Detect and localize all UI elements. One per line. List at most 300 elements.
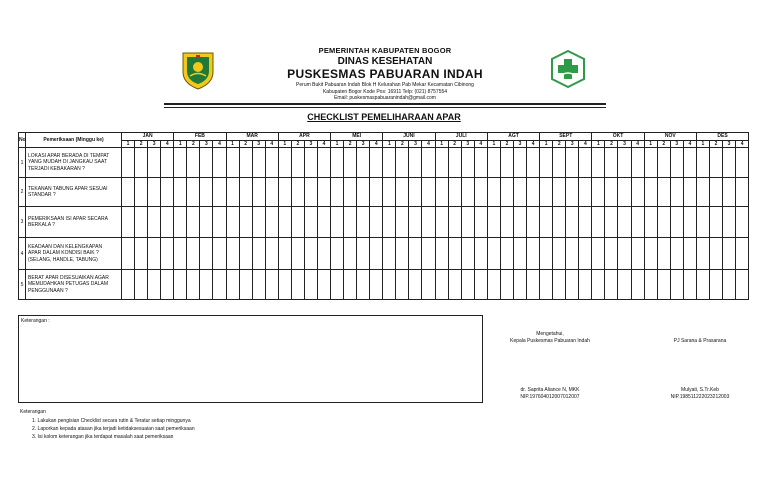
check-cell[interactable] [487, 270, 500, 300]
week-header: 2 [709, 140, 722, 148]
check-cell[interactable] [357, 178, 370, 207]
checklist-row [19, 207, 749, 238]
check-cell[interactable] [592, 148, 605, 178]
sig-left-name: dr. Saprita Aliance N, MKK [520, 387, 580, 393]
check-cell[interactable] [553, 207, 566, 238]
check-cell[interactable] [422, 207, 435, 238]
check-cell[interactable] [709, 207, 722, 238]
check-cell[interactable] [331, 148, 344, 178]
check-cell[interactable] [605, 148, 618, 178]
notes-box[interactable] [18, 315, 483, 403]
check-cell[interactable] [304, 207, 317, 238]
check-cell[interactable] [670, 238, 683, 270]
check-cell[interactable] [265, 148, 278, 178]
check-cell[interactable] [422, 270, 435, 300]
check-cell[interactable] [592, 207, 605, 238]
checklist-row [19, 238, 749, 270]
check-cell[interactable] [474, 207, 487, 238]
week-header: 4 [161, 140, 174, 148]
check-cell[interactable] [370, 207, 383, 238]
check-cell[interactable] [709, 270, 722, 300]
check-cell[interactable] [618, 270, 631, 300]
week-header: 2 [448, 140, 461, 148]
check-cell[interactable] [213, 178, 226, 207]
check-cell[interactable] [200, 148, 213, 178]
check-cell[interactable] [278, 148, 291, 178]
check-cell[interactable] [435, 148, 448, 178]
check-cell[interactable] [474, 238, 487, 270]
check-cell[interactable] [187, 270, 200, 300]
check-cell[interactable] [500, 178, 513, 207]
check-cell[interactable] [696, 270, 709, 300]
check-cell[interactable] [657, 178, 670, 207]
check-cell[interactable] [618, 207, 631, 238]
week-header: 2 [500, 140, 513, 148]
check-cell[interactable] [252, 148, 265, 178]
check-cell[interactable] [448, 178, 461, 207]
week-header: 4 [631, 140, 644, 148]
check-cell[interactable] [723, 207, 736, 238]
footer-item-1: 1. Lakukan pengisian Checklist secara rutin & Teratur setiap minggunya [32, 418, 191, 424]
check-cell[interactable] [540, 238, 553, 270]
check-cell[interactable] [148, 207, 161, 238]
check-cell[interactable] [723, 148, 736, 178]
check-cell[interactable] [370, 238, 383, 270]
check-cell[interactable] [278, 270, 291, 300]
check-cell[interactable] [513, 207, 526, 238]
check-cell[interactable] [148, 238, 161, 270]
check-cell[interactable] [226, 270, 239, 300]
week-header: 3 [618, 140, 631, 148]
check-cell[interactable] [396, 207, 409, 238]
check-cell[interactable] [618, 148, 631, 178]
check-cell[interactable] [566, 270, 579, 300]
check-cell[interactable] [304, 148, 317, 178]
check-cell[interactable] [226, 238, 239, 270]
check-cell[interactable] [657, 148, 670, 178]
row-item-line: MEMUDAHKAN PETUGAS DALAM [28, 281, 109, 288]
week-header: 2 [553, 140, 566, 148]
check-cell[interactable] [527, 148, 540, 178]
check-cell[interactable] [278, 238, 291, 270]
check-cell[interactable] [331, 238, 344, 270]
check-cell[interactable] [683, 238, 696, 270]
week-header: 3 [304, 140, 317, 148]
check-cell[interactable] [291, 148, 304, 178]
header-address1: Perum Bukit Pabuaran Indah Blok H Kelurahan Pab Mekar Kecamatan Cibinong [296, 82, 474, 88]
check-cell[interactable] [409, 148, 422, 178]
check-cell[interactable] [553, 238, 566, 270]
check-cell[interactable] [344, 178, 357, 207]
check-cell[interactable] [409, 178, 422, 207]
check-cell[interactable] [631, 238, 644, 270]
check-cell[interactable] [723, 178, 736, 207]
check-cell[interactable] [317, 207, 330, 238]
check-cell[interactable] [409, 207, 422, 238]
week-header: 4 [527, 140, 540, 148]
check-cell[interactable] [644, 270, 657, 300]
check-cell[interactable] [696, 207, 709, 238]
check-cell[interactable] [265, 207, 278, 238]
check-cell[interactable] [122, 270, 135, 300]
check-cell[interactable] [239, 207, 252, 238]
check-cell[interactable] [644, 207, 657, 238]
check-cell[interactable] [723, 270, 736, 300]
check-cell[interactable] [513, 148, 526, 178]
check-cell[interactable] [644, 238, 657, 270]
check-cell[interactable] [696, 148, 709, 178]
check-cell[interactable] [291, 270, 304, 300]
check-cell[interactable] [317, 270, 330, 300]
check-cell[interactable] [592, 270, 605, 300]
header-line2: DINAS KESEHATAN [337, 56, 433, 67]
check-cell[interactable] [513, 270, 526, 300]
week-header: 3 [148, 140, 161, 148]
week-header: 2 [396, 140, 409, 148]
check-cell[interactable] [422, 148, 435, 178]
check-cell[interactable] [226, 207, 239, 238]
week-header: 2 [291, 140, 304, 148]
week-header: 3 [252, 140, 265, 148]
check-cell[interactable] [331, 270, 344, 300]
check-cell[interactable] [122, 178, 135, 207]
check-cell[interactable] [683, 207, 696, 238]
check-cell[interactable] [566, 207, 579, 238]
check-cell[interactable] [370, 148, 383, 178]
check-cell[interactable] [513, 238, 526, 270]
notes-label: Keterangan : [21, 318, 50, 324]
check-cell[interactable] [605, 207, 618, 238]
check-cell[interactable] [500, 207, 513, 238]
row-item-text [26, 238, 122, 270]
check-cell[interactable] [252, 207, 265, 238]
check-cell[interactable] [448, 238, 461, 270]
check-cell[interactable] [723, 238, 736, 270]
week-header: 2 [135, 140, 148, 148]
row-item-line: TERJADI KEBAKARAN ? [28, 165, 85, 172]
row-number: 1 [19, 148, 26, 178]
check-cell[interactable] [135, 207, 148, 238]
check-cell[interactable] [553, 270, 566, 300]
check-cell[interactable] [618, 178, 631, 207]
check-cell[interactable] [435, 178, 448, 207]
check-cell[interactable] [461, 148, 474, 178]
check-cell[interactable] [736, 270, 749, 300]
row-item-text [26, 270, 122, 300]
check-cell[interactable] [317, 148, 330, 178]
check-cell[interactable] [696, 178, 709, 207]
check-cell[interactable] [487, 238, 500, 270]
check-cell[interactable] [344, 238, 357, 270]
check-cell[interactable] [317, 178, 330, 207]
month-header: JUNI [383, 133, 435, 141]
row-item-line: APAR DALAM KONDISI BAIK ? [28, 250, 99, 257]
row-item-text [26, 207, 122, 238]
check-cell[interactable] [422, 238, 435, 270]
check-cell[interactable] [487, 148, 500, 178]
check-cell[interactable] [265, 238, 278, 270]
check-cell[interactable] [670, 148, 683, 178]
check-cell[interactable] [396, 270, 409, 300]
checklist-row [19, 148, 749, 178]
check-cell[interactable] [174, 178, 187, 207]
check-cell[interactable] [513, 178, 526, 207]
check-cell[interactable] [461, 207, 474, 238]
check-cell[interactable] [239, 178, 252, 207]
check-cell[interactable] [122, 148, 135, 178]
check-cell[interactable] [500, 148, 513, 178]
check-cell[interactable] [605, 270, 618, 300]
check-cell[interactable] [200, 207, 213, 238]
check-cell[interactable] [291, 238, 304, 270]
check-cell[interactable] [239, 238, 252, 270]
check-cell[interactable] [148, 148, 161, 178]
row-item-line: LOKASI APAR BERADA DI TEMPAT [28, 152, 110, 159]
check-cell[interactable] [435, 270, 448, 300]
check-cell[interactable] [187, 207, 200, 238]
check-cell[interactable] [461, 270, 474, 300]
row-item-line: TEKANAN TABUNG APAR SESUAI [28, 185, 108, 192]
header-address [240, 82, 530, 102]
check-cell[interactable] [500, 270, 513, 300]
check-cell[interactable] [605, 238, 618, 270]
check-cell[interactable] [135, 178, 148, 207]
check-cell[interactable] [278, 178, 291, 207]
check-cell[interactable] [213, 270, 226, 300]
check-cell[interactable] [592, 238, 605, 270]
header-line3: PUSKESMAS PABUARAN INDAH [287, 67, 483, 81]
check-cell[interactable] [683, 270, 696, 300]
check-cell[interactable] [736, 207, 749, 238]
check-cell[interactable] [527, 238, 540, 270]
check-cell[interactable] [148, 178, 161, 207]
check-cell[interactable] [631, 207, 644, 238]
check-cell[interactable] [278, 207, 291, 238]
check-cell[interactable] [579, 207, 592, 238]
check-cell[interactable] [357, 207, 370, 238]
check-cell[interactable] [291, 207, 304, 238]
check-cell[interactable] [579, 270, 592, 300]
check-cell[interactable] [239, 148, 252, 178]
check-cell[interactable] [213, 148, 226, 178]
check-cell[interactable] [631, 178, 644, 207]
check-cell[interactable] [461, 178, 474, 207]
check-cell[interactable] [304, 270, 317, 300]
row-item-line: YANG MUDAH DI JANGKAU SAAT [28, 159, 107, 166]
check-cell[interactable] [461, 238, 474, 270]
check-cell[interactable] [487, 207, 500, 238]
check-cell[interactable] [422, 178, 435, 207]
header-address2: Kabupaten Bogor Kode Pos: 16911 Telp: (021) 8757554 [322, 88, 448, 95]
check-cell[interactable] [540, 207, 553, 238]
check-cell[interactable] [644, 148, 657, 178]
week-header: 2 [605, 140, 618, 148]
header-rule-thick [164, 103, 606, 105]
check-cell[interactable] [566, 238, 579, 270]
check-cell[interactable] [736, 238, 749, 270]
check-cell[interactable] [396, 238, 409, 270]
month-header: MEI [331, 133, 383, 141]
kabupaten-bogor-emblem [180, 50, 216, 90]
document-title: CHECKLIST PEMELIHARAAN APAR [307, 112, 461, 122]
check-cell[interactable] [566, 178, 579, 207]
check-cell[interactable] [317, 238, 330, 270]
week-header: 2 [657, 140, 670, 148]
check-cell[interactable] [736, 178, 749, 207]
check-cell[interactable] [252, 270, 265, 300]
check-cell[interactable] [239, 270, 252, 300]
check-cell[interactable] [213, 207, 226, 238]
check-cell[interactable] [187, 148, 200, 178]
sig-right-nip: NIP.198511222023212003 [670, 394, 730, 400]
check-cell[interactable] [187, 238, 200, 270]
check-cell[interactable] [226, 178, 239, 207]
check-cell[interactable] [344, 148, 357, 178]
check-cell[interactable] [304, 238, 317, 270]
check-cell[interactable] [657, 207, 670, 238]
check-cell[interactable] [579, 238, 592, 270]
check-cell[interactable] [540, 270, 553, 300]
check-cell[interactable] [383, 270, 396, 300]
check-cell[interactable] [448, 207, 461, 238]
check-cell[interactable] [435, 238, 448, 270]
check-cell[interactable] [252, 178, 265, 207]
sig-left-line2: Kepala Puskesmas Pabuaran Indah [510, 338, 590, 344]
week-header: 4 [370, 140, 383, 148]
check-cell[interactable] [357, 148, 370, 178]
check-cell[interactable] [631, 270, 644, 300]
check-cell[interactable] [174, 148, 187, 178]
check-cell[interactable] [396, 178, 409, 207]
check-cell[interactable] [370, 270, 383, 300]
month-header: OKT [592, 133, 644, 141]
check-cell[interactable] [161, 178, 174, 207]
check-cell[interactable] [383, 148, 396, 178]
check-cell[interactable] [670, 270, 683, 300]
check-cell[interactable] [331, 207, 344, 238]
check-cell[interactable] [122, 207, 135, 238]
sig-left-nip: NIP.197604012007012007 [520, 394, 580, 400]
check-cell[interactable] [135, 270, 148, 300]
check-cell[interactable] [213, 238, 226, 270]
check-cell[interactable] [357, 270, 370, 300]
check-cell[interactable] [265, 178, 278, 207]
check-cell[interactable] [383, 178, 396, 207]
check-cell[interactable] [174, 238, 187, 270]
check-cell[interactable] [357, 238, 370, 270]
check-cell[interactable] [527, 207, 540, 238]
check-cell[interactable] [566, 148, 579, 178]
week-header: 1 [696, 140, 709, 148]
check-cell[interactable] [187, 178, 200, 207]
check-cell[interactable] [527, 178, 540, 207]
check-cell[interactable] [200, 270, 213, 300]
check-cell[interactable] [161, 148, 174, 178]
check-cell[interactable] [291, 178, 304, 207]
check-cell[interactable] [435, 207, 448, 238]
check-cell[interactable] [487, 178, 500, 207]
check-cell[interactable] [474, 148, 487, 178]
check-cell[interactable] [174, 270, 187, 300]
check-cell[interactable] [252, 238, 265, 270]
check-cell[interactable] [605, 178, 618, 207]
check-cell[interactable] [553, 148, 566, 178]
check-cell[interactable] [161, 238, 174, 270]
check-cell[interactable] [644, 178, 657, 207]
check-cell[interactable] [709, 148, 722, 178]
check-cell[interactable] [174, 207, 187, 238]
check-cell[interactable] [383, 238, 396, 270]
footer-heading: Keterangan [20, 409, 46, 415]
check-cell[interactable] [161, 270, 174, 300]
check-cell[interactable] [618, 238, 631, 270]
check-cell[interactable] [683, 148, 696, 178]
check-cell[interactable] [409, 238, 422, 270]
check-cell[interactable] [161, 207, 174, 238]
week-header: 4 [579, 140, 592, 148]
check-cell[interactable] [736, 148, 749, 178]
check-cell[interactable] [265, 270, 278, 300]
check-cell[interactable] [200, 238, 213, 270]
check-cell[interactable] [670, 207, 683, 238]
check-cell[interactable] [135, 238, 148, 270]
check-cell[interactable] [396, 148, 409, 178]
col-item-header: Pemeriksaan (Minggu ke) [26, 133, 122, 148]
check-cell[interactable] [670, 178, 683, 207]
check-cell[interactable] [200, 178, 213, 207]
check-cell[interactable] [579, 178, 592, 207]
check-cell[interactable] [709, 178, 722, 207]
checklist-row [19, 178, 749, 207]
check-cell[interactable] [304, 178, 317, 207]
check-cell[interactable] [226, 148, 239, 178]
check-cell[interactable] [148, 270, 161, 300]
check-cell[interactable] [331, 178, 344, 207]
check-cell[interactable] [579, 148, 592, 178]
check-cell[interactable] [592, 178, 605, 207]
check-cell[interactable] [448, 270, 461, 300]
check-cell[interactable] [527, 270, 540, 300]
row-item-line: BERKALA ? [28, 222, 55, 228]
check-cell[interactable] [657, 270, 670, 300]
check-cell[interactable] [683, 178, 696, 207]
check-cell[interactable] [474, 178, 487, 207]
check-cell[interactable] [370, 178, 383, 207]
check-cell[interactable] [540, 148, 553, 178]
check-cell[interactable] [500, 238, 513, 270]
week-header: 1 [540, 140, 553, 148]
check-cell[interactable] [409, 270, 422, 300]
check-cell[interactable] [540, 178, 553, 207]
month-header: SEPT [540, 133, 592, 141]
check-cell[interactable] [474, 270, 487, 300]
check-cell[interactable] [709, 238, 722, 270]
check-cell[interactable] [657, 238, 670, 270]
check-cell[interactable] [135, 148, 148, 178]
check-cell[interactable] [696, 238, 709, 270]
check-cell[interactable] [344, 270, 357, 300]
check-cell[interactable] [383, 207, 396, 238]
row-item-text [26, 148, 122, 178]
check-cell[interactable] [344, 207, 357, 238]
check-cell[interactable] [553, 178, 566, 207]
check-cell[interactable] [122, 238, 135, 270]
check-cell[interactable] [631, 148, 644, 178]
footer-item-2: 2. Laporkan kepada atasan jika terjadi ketidaksesuaian saat pemeriksaan [32, 426, 195, 432]
check-cell[interactable] [448, 148, 461, 178]
row-item-line: STANDAR ? [28, 192, 56, 198]
week-header: 2 [239, 140, 252, 148]
